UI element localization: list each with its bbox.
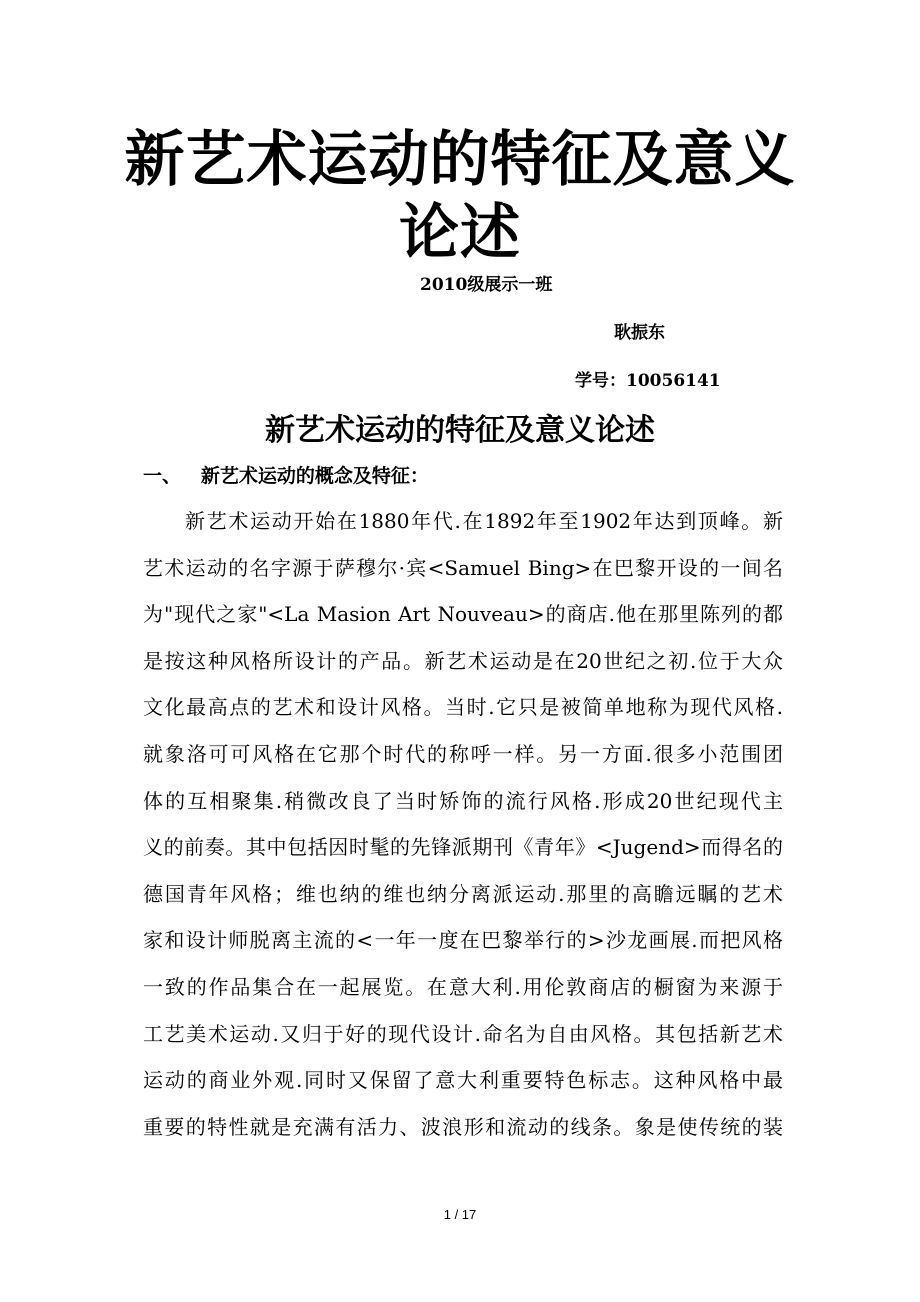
body-line: 是按这种风格所设计的产品。新艺术运动是在20世纪之初.位于大众 bbox=[143, 648, 783, 673]
body-line: 体的互相聚集.稍微改良了当时矫饰的流行风格.形成20世纪现代主 bbox=[143, 788, 783, 813]
subsection-title: 新艺术运动的概念及特征： bbox=[200, 465, 429, 487]
body-line: 家和设计师脱离主流的<一年一度在巴黎举行的>沙龙画展.而把风格 bbox=[143, 928, 783, 953]
document-title-line2: 论述 bbox=[399, 198, 521, 268]
body-line: 文化最高点的艺术和设计风格。当时.它只是被简单地称为现代风格. bbox=[143, 695, 783, 720]
page-number: 1 / 17 bbox=[443, 1207, 477, 1222]
body-line: 重要的特性就是充满有活力、波浪形和流动的线条。象是使传统的装 bbox=[143, 1114, 783, 1139]
body-line: 就象洛可可风格在它那个时代的称呼一样。另一方面.很多小范围团 bbox=[143, 742, 783, 766]
subsection-number: 一、 bbox=[143, 465, 182, 487]
body-line: 为"现代之家"<La Masion Art Nouveau>的商店.他在那里陈列的都 bbox=[143, 602, 783, 627]
class-name: 2010级展示一班 bbox=[420, 275, 553, 295]
body-line: 义的前奏。其中包括因时髦的先锋派期刊《青年》<Jugend>而得名的 bbox=[143, 835, 783, 860]
body-line: 德国青年风格；维也纳的维也纳分离派运动.那里的高瞻远瞩的艺术 bbox=[143, 881, 783, 906]
subsection-heading bbox=[143, 461, 429, 488]
student-id: 学号：10056141 bbox=[575, 371, 721, 391]
body-line: 运动的商业外观.同时又保留了意大利重要特色标志。这种风格中最 bbox=[143, 1068, 783, 1093]
body-line: 工艺美术运动.又归于好的现代设计.命名为自由风格。其包括新艺术 bbox=[143, 1021, 783, 1046]
body-line: 艺术运动的名字源于萨穆尔·宾<Samuel Bing>在巴黎开设的一间名 bbox=[143, 555, 783, 580]
author-name: 耿振东 bbox=[614, 323, 665, 343]
section-heading: 新艺术运动的特征及意义论述 bbox=[265, 413, 655, 448]
body-line: 新艺术运动开始在1880年代.在1892年至1902年达到顶峰。新 bbox=[185, 509, 783, 533]
body-line: 一致的作品集合在一起展览。在意大利.用伦敦商店的橱窗为来源于 bbox=[143, 975, 783, 999]
document-title-line1: 新艺术运动的特征及意义 bbox=[124, 125, 796, 195]
